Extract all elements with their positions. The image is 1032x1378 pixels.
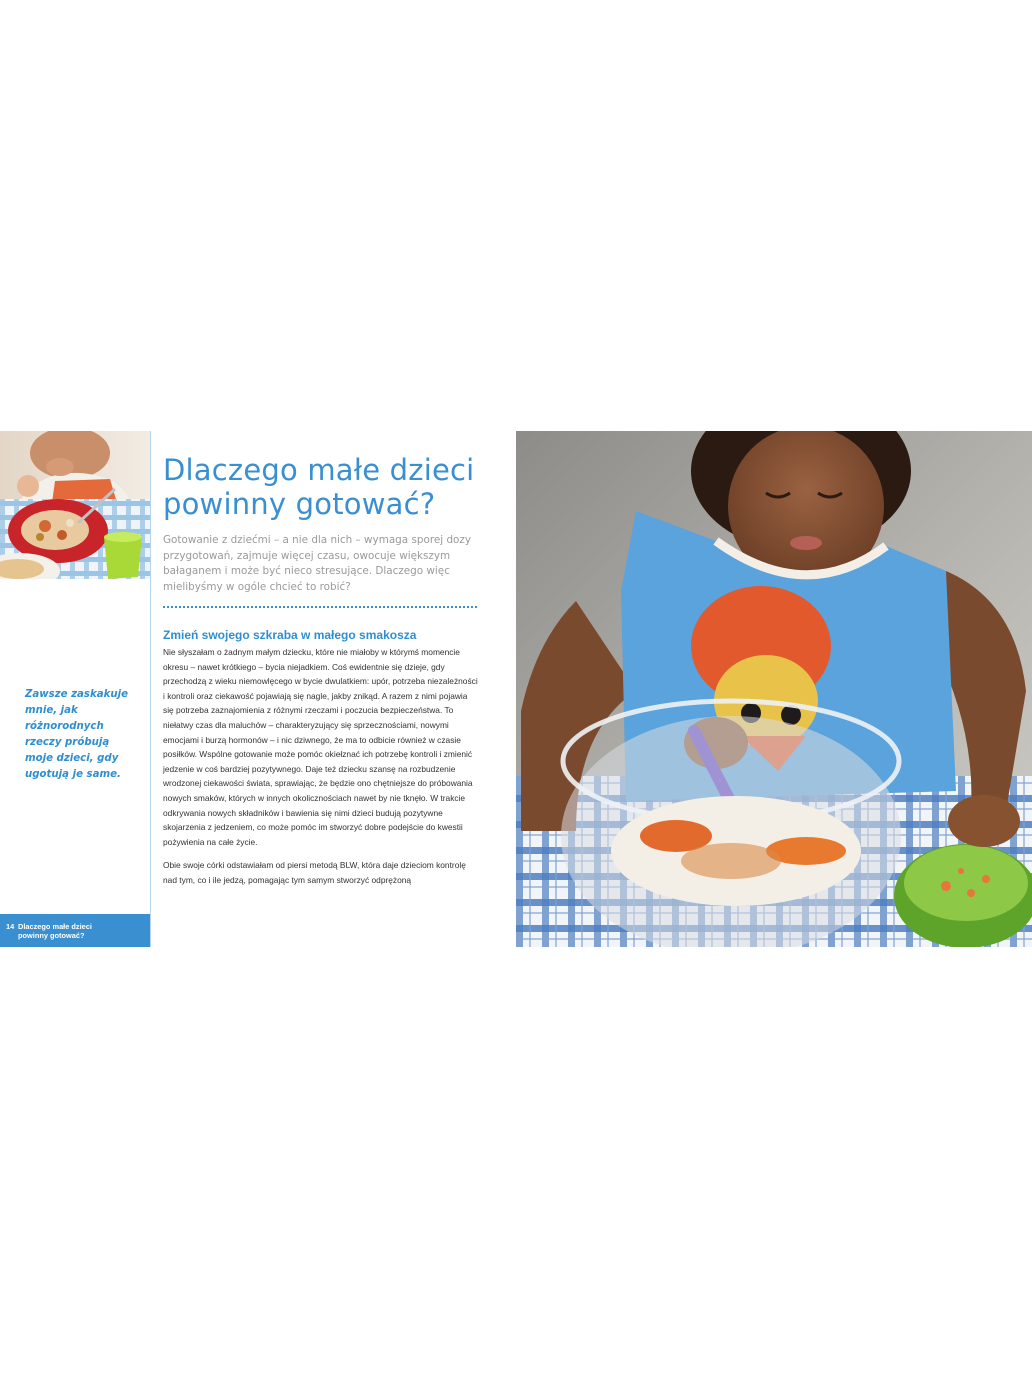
page-title: Dlaczego małe dzieci powinny gotować? [163,453,475,521]
running-footer [0,914,150,947]
book-spread [0,431,1032,947]
section-heading: Zmień swojego szkraba w małego smakosza [163,628,417,642]
running-title: Dlaczego małe dzieci powinny gotować? [18,922,92,940]
thumbnail-photo [0,431,150,579]
sidebar-divider [150,431,151,947]
intro-paragraph: Gotowanie z dziećmi – a nie dla nich – wymaga sporej dozy przygotowań, zajmuje więcej czasu, owocuje większym bałaganem i może być nieco stresujące. Dlaczego więc mielibyśmy w ogóle chcieć to robić? [163,534,471,593]
dotted-divider [163,606,477,608]
page-number: 14 [6,922,15,931]
sidebar-quote: Zawsze zaskakuje mnie, jak różnorodnych rzeczy próbują moje dzieci, gdy ugotują je same. [25,689,129,780]
body-paragraph-1: Nie słyszałam o żadnym małym dziecku, które nie miałoby w którymś momencie okresu – nawet krótkiego – bycia niejadkiem. Coś ewidentnie się dzieje, gdy przechodzą z wieku niemowlęcego w bycie dwulatkiem: upór, potrzeba niezależności i kontroli oraz ciekawość pojawiają się nagle, jakby znikąd. A razem z nimi pojawia się potrzeba zaznajomienia z różnymi rzeczami i poczucia bezpieczeństwa. To niełatwy czas dla maluchów – charakteryzujący się sprzecznościami, nowymi emocjami i burzą hormonów – i nic dziwnego, że ma to odbicie również w czasie posiłków. Wspólne gotowanie może pomóc okiełznać ich potrzebę kontroli i zmienić jedzenie w coś bardziej pozytywnego. Daje też dziecku szansę na rozbudzenie wrodzonej ciekawości świata, sprawiając, że będzie ono chętniejsze do próbowania nowych smaków, których w innych okolicznościach nawet by nie tknęło. W trakcie odkrywania nowych składników i bawienia się nimi dzieci budują pozytywne skojarzenia z jedzeniem, co może pomóc im stworzyć dobre podejście do kwestii pożywienia na całe życie. [163,647,478,847]
body-text [163,645,479,897]
main-photo [516,431,1032,947]
body-paragraph-2: Obie swoje córki odstawiałam od piersi metodą BLW, która daje dzieciom kontrolę nad tym, co i ile jedzą, pomagając tym samym stworzyć odprężoną [163,860,466,885]
